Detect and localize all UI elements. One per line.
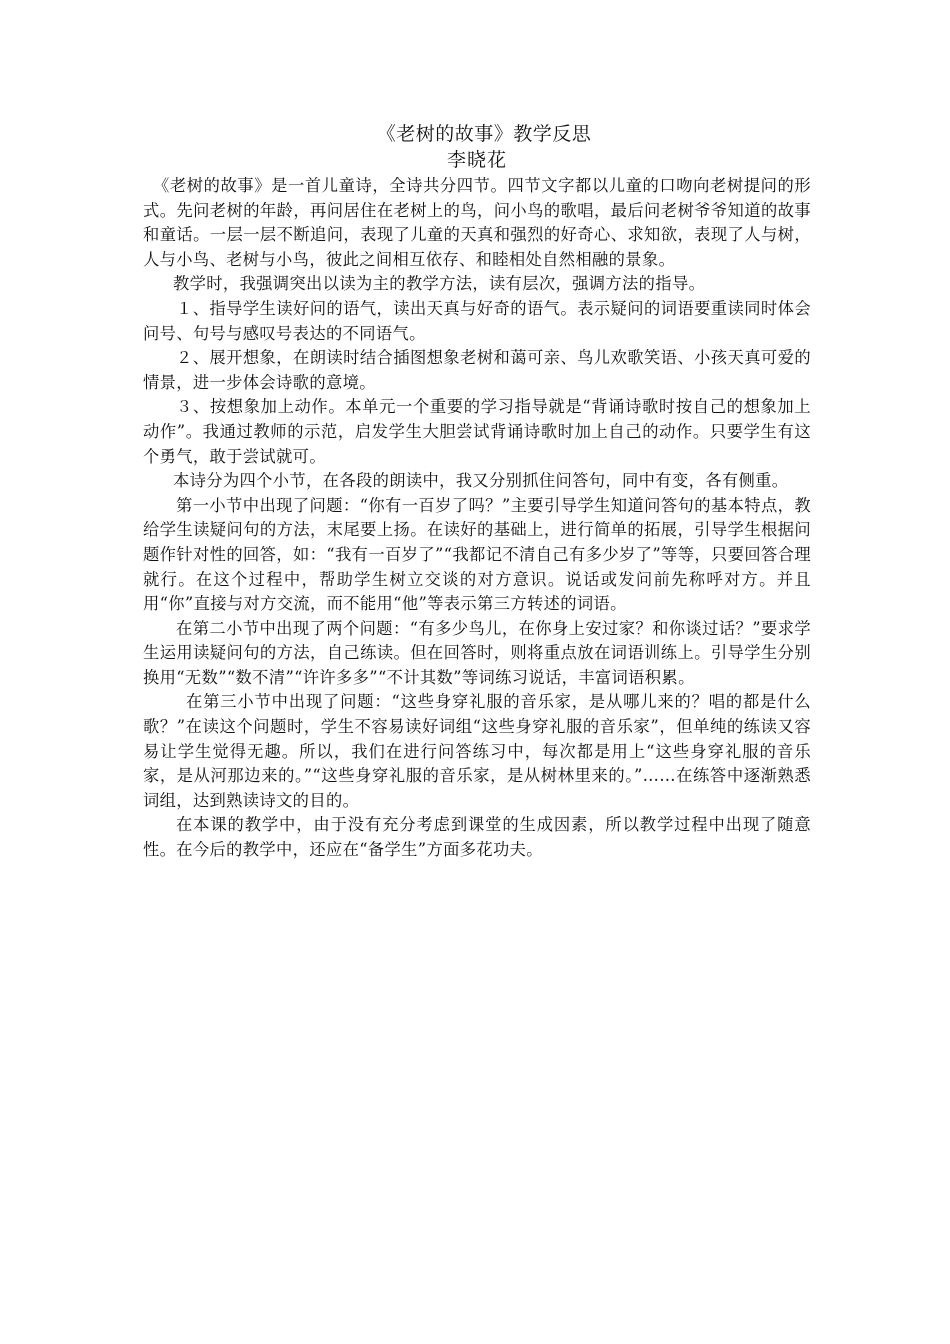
paragraph-point-2: ２、展开想象，在朗读时结合插图想象老树和蔼可亲、鸟儿欢歌笑语、小孩天真可爱的情景，进一步体会诗歌的意境。 [143,348,811,392]
document-page [143,120,811,863]
paragraph-section-1: 第一小节中出现了问题：“你有一百岁了吗？”主要引导学生知道问答句的基本特点，教给学生读疑问句的方法，末尾要上扬。在读好的基础上，进行简单的拓展，引导学生根据问题作针对性的回答，如：“我有一百岁了”“我都记不清自己有多少岁了”等等，只要回答合理就行。在这个过程中，帮助学生树立交谈的对方意识。说话或发问前先称呼对方。并且用“你”直接与对方交流，而不能用“他”等表示第三方转述的词语。 [143,495,811,614]
paragraph-point-1: １、指导学生读好问的语气，读出天真与好奇的语气。表示疑问的词语要重读同时体会问号、句号与感叹号表达的不同语气。 [143,298,811,343]
paragraph-method: 教学时，我强调突出以读为主的教学方法，读有层次，强调方法的指导。 [173,274,706,294]
paragraph-conclusion: 在本课的教学中，由于没有充分考虑到课堂的生成因素，所以教学过程中出现了随意性。在今后的教学中，还应在“备学生”方面多花功夫。 [143,815,811,860]
paragraph-sections: 本诗分为四个小节，在各段的朗读中，我又分别抓住问答句，同中有变，各有侧重。 [173,471,789,491]
paragraph-point-3: ３、按想象加上动作。本单元一个重要的学习指导就是“背诵诗歌时按自己的想象加上动作”。我通过教师的示范，启发学生大胆尝试背诵诗歌时加上自己的动作。只要学生有这个勇气，敢于尝试就可。 [143,397,811,466]
paragraph-intro: 《老树的故事》是一首儿童诗，全诗共分四节。四节文字都以儿童的口吻向老树提问的形式。先问老树的年龄，再问居住在老树上的鸟，问小鸟的歌唱，最后问老树爷爷知道的故事和童话。一层一层不断追问，表现了儿童的天真和强烈的好奇心、求知欲，表现了人与树，人与小鸟、老树与小鸟，彼此之间相互依存、和睦相处自然相融的景象。 [143,176,811,269]
paragraph-section-3: 在第三小节中出现了问题：“这些身穿礼服的音乐家，是从哪儿来的？唱的都是什么歌？”在读这个问题时，学生不容易读好词组“这些身穿礼服的音乐家”，但单纯的练读又容易让学生觉得无趣。所以，我们在进行问答练习中，每次都是用上“这些身穿礼服的音乐家，是从河那边来的。”“这些身穿礼服的音乐家，是从树林里来的。”……在练答中逐渐熟悉词组，达到熟读诗文的目的。 [143,692,811,810]
paragraph-section-2: 在第二小节中出现了两个问题：“有多少鸟儿，在你身上安过家？和你谈过话？”要求学生运用读疑问句的方法，自己练读。但在回答时，则将重点放在词语训练上。引导学生分别换用“无数”“数不清”“许许多多”“不计其数”等词练习说话，丰富词语积累。 [143,618,811,687]
document-title: 《老树的故事》教学反思 [376,123,592,145]
document-author: 李晓花 [446,149,507,171]
